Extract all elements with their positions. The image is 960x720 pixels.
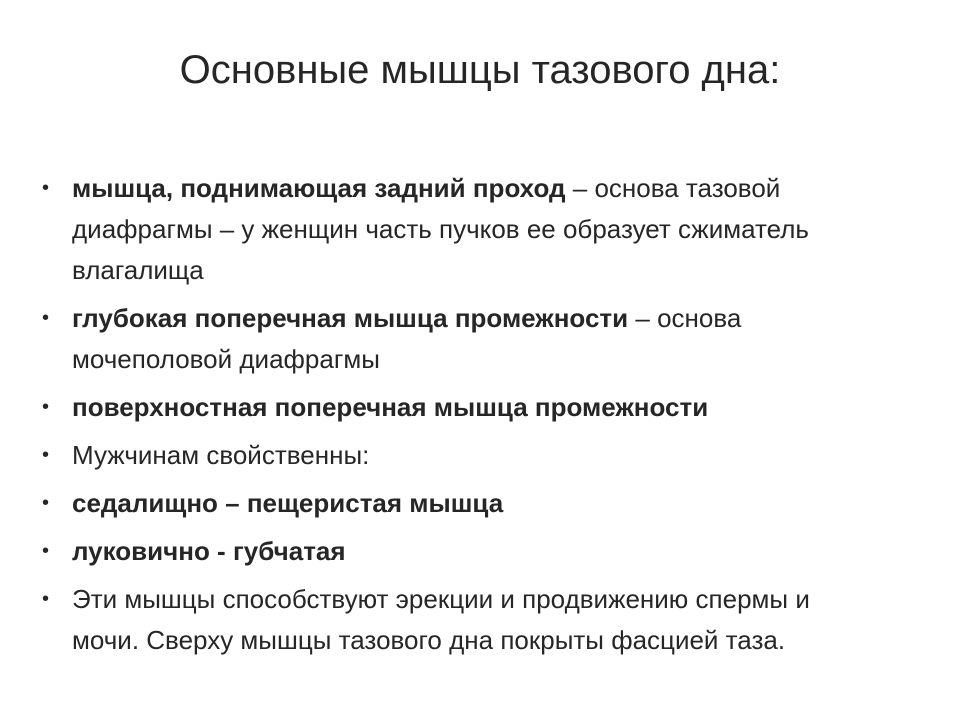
bullet-item-levator-ani bbox=[42, 168, 872, 291]
bullet-icon: • bbox=[42, 588, 50, 610]
slide-title: Основные мышцы тазового дна: bbox=[179, 48, 781, 92]
bullet-item-deep-transverse bbox=[42, 298, 872, 380]
bullet-term: седалищно – пещеристая мышца bbox=[72, 488, 504, 518]
bullet-item-function-note bbox=[42, 579, 872, 661]
bullet-icon: • bbox=[42, 492, 50, 514]
bullet-icon: • bbox=[42, 540, 50, 562]
bullet-item-superficial-transverse bbox=[42, 387, 872, 428]
bullet-term: луковично - губчатая bbox=[72, 536, 346, 566]
bullet-text: Мужчинам свойственны: bbox=[72, 440, 370, 470]
bullet-term: мышца, поднимающая задний проход bbox=[72, 173, 566, 203]
bullet-icon: • bbox=[42, 396, 50, 418]
bullet-item-ischiocavernosus bbox=[42, 483, 872, 524]
bullet-item-male-specific bbox=[42, 435, 872, 476]
bullet-icon: • bbox=[42, 177, 50, 199]
bullet-icon: • bbox=[42, 444, 50, 466]
bullet-item-bulbospongiosus bbox=[42, 531, 872, 572]
bullet-text: Эти мышцы способствуют эрекции и продвижению спермы и мочи. Сверху мышцы тазового дна покрыты фасцией таза. bbox=[72, 584, 810, 655]
bullet-text: – основа мочеполовой диафрагмы bbox=[72, 303, 742, 374]
bullet-list bbox=[42, 168, 872, 668]
bullet-term: глубокая поперечная мышца промежности bbox=[72, 303, 629, 333]
bullet-text: – основа тазовой диафрагмы – у женщин часть пучков ее образует сжиматель влагалища bbox=[72, 173, 809, 285]
bullet-term: поверхностная поперечная мышца промежности bbox=[72, 392, 709, 422]
bullet-icon: • bbox=[42, 307, 50, 329]
